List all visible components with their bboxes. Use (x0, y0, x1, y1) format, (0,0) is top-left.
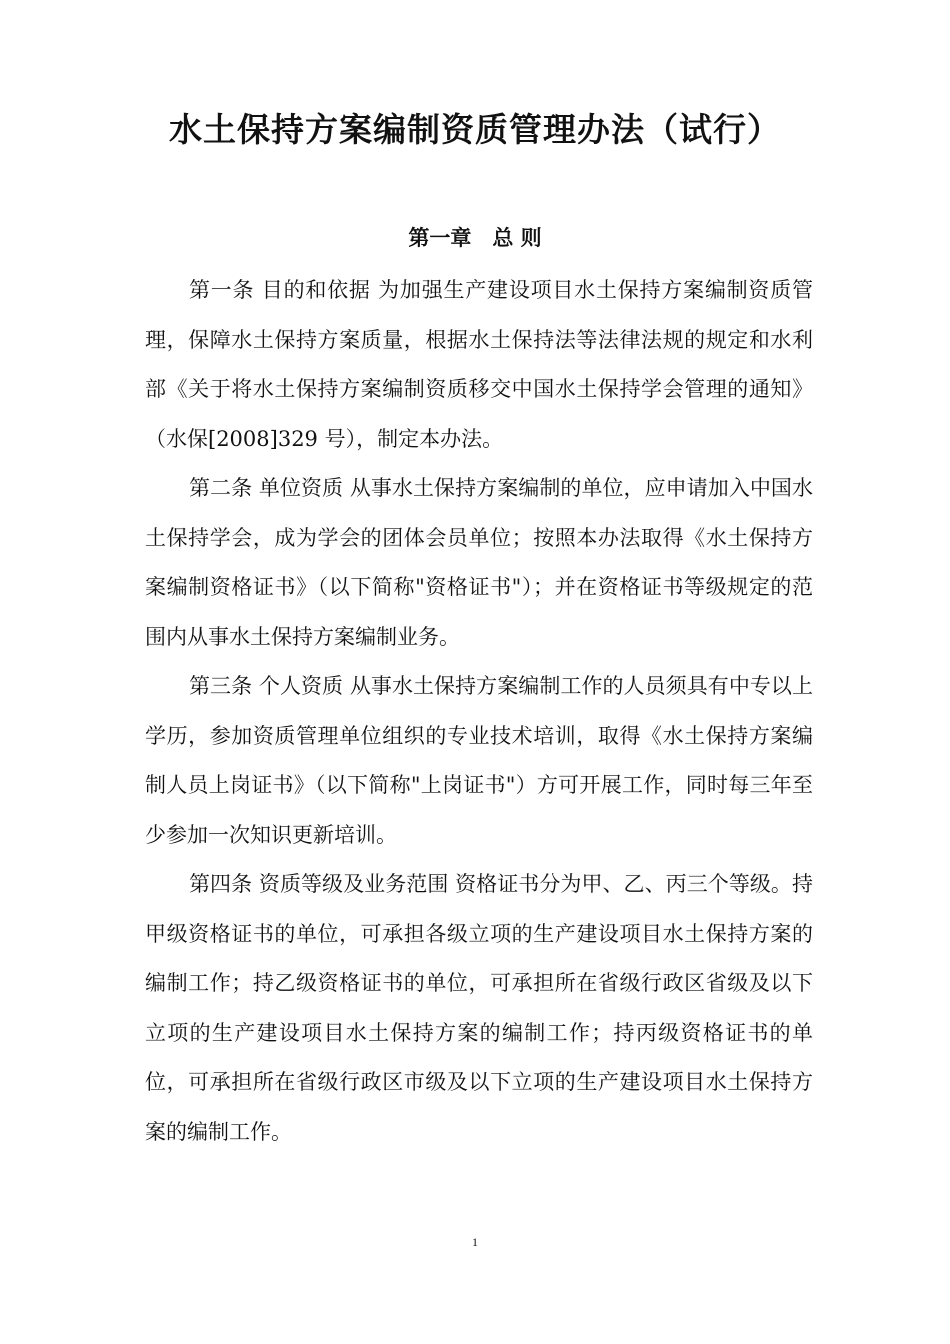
document-title: 水土保持方案编制资质管理办法（试行） (169, 110, 781, 149)
document-body (145, 266, 813, 1157)
chapter-heading: 第一章 总 则 (408, 225, 542, 250)
page-number: 1 (472, 1235, 478, 1249)
article-1: 第一条 目的和依据 为加强生产建设项目水土保持方案编制资质管理，保障水土保持方案质量，根据水土保持法等法律法规的规定和水利部《关于将水土保持方案编制资质移交中国水土保持学会管理的通知》（水保[2008]329 号），制定本办法。 (145, 278, 813, 451)
article-4: 第四条 资质等级及业务范围 资格证书分为甲、乙、丙三个等级。持甲级资格证书的单位，可承担各级立项的生产建设项目水土保持方案的编制工作；持乙级资格证书的单位，可承担所在省级行政区省级及以下立项的生产建设项目水土保持方案的编制工作；持丙级资格证书的单位，可承担所在省级行政区市级及以下立项的生产建设项目水土保持方案的编制工作。 (145, 872, 813, 1144)
article-2: 第二条 单位资质 从事水土保持方案编制的单位，应申请加入中国水土保持学会，成为学会的团体会员单位；按照本办法取得《水土保持方案编制资格证书》（以下简称"资格证书"）；并在资格证书等级规定的范围内从事水土保持方案编制业务。 (145, 476, 813, 649)
article-3: 第三条 个人资质 从事水土保持方案编制工作的人员须具有中专以上学历，参加资质管理单位组织的专业技术培训，取得《水土保持方案编制人员上岗证书》（以下简称"上岗证书"）方可开展工作，同时每三年至少参加一次知识更新培训。 (145, 674, 813, 847)
